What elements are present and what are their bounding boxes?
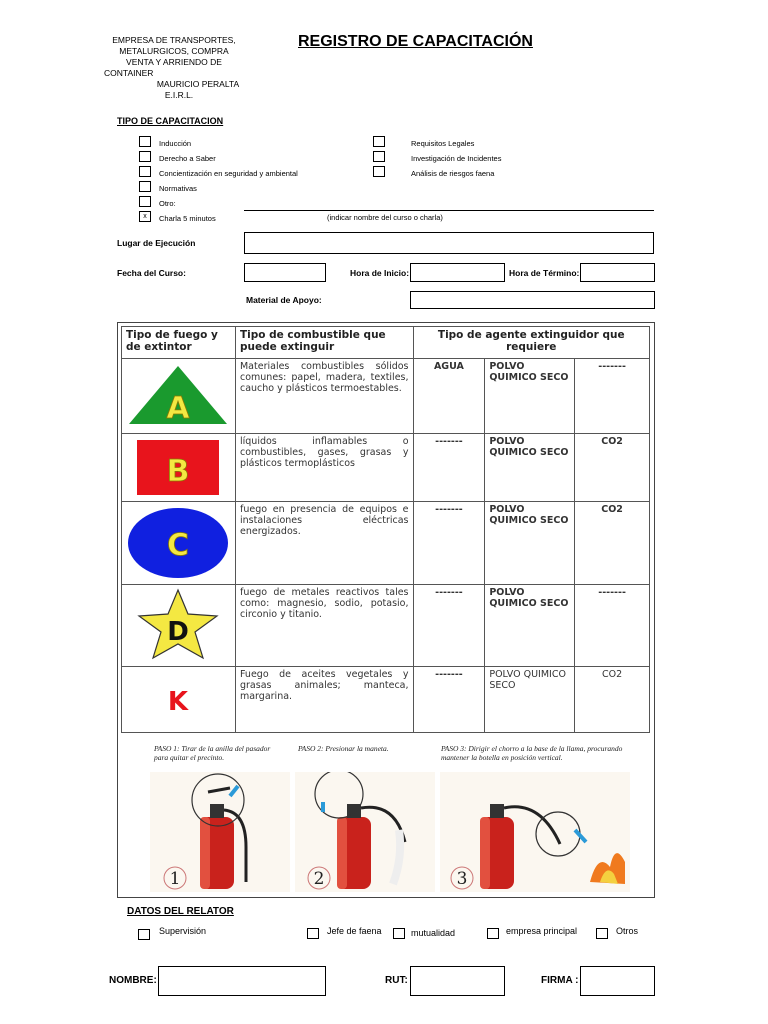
option-label: Concientización en seguridad y ambiental bbox=[159, 169, 298, 178]
extinguisher-step-1-illustration bbox=[150, 772, 290, 892]
option-label: Análisis de riesgos faena bbox=[411, 169, 495, 178]
checkbox[interactable] bbox=[487, 928, 499, 939]
fire-class-letter: A bbox=[166, 390, 191, 426]
material-label: Material de Apoyo: bbox=[246, 295, 322, 305]
co2-cell: ------- bbox=[575, 359, 650, 434]
table-row bbox=[122, 667, 650, 733]
co2-cell: ------- bbox=[575, 585, 650, 667]
fecha-field[interactable] bbox=[244, 263, 326, 282]
lugar-label: Lugar de Ejecución bbox=[117, 238, 196, 248]
fuel-cell: Materiales combustibles sólidos comunes: papel, madera, textiles, caucho y plásticos termoestables. bbox=[235, 359, 413, 434]
polvo-cell: POLVO QUIMICO SECO bbox=[485, 585, 575, 667]
table-row bbox=[122, 359, 650, 434]
option-label: mutualidad bbox=[411, 928, 456, 938]
option-label: Charla 5 minutos bbox=[159, 214, 216, 223]
checkbox[interactable] bbox=[373, 151, 385, 162]
extinguisher-step-3-illustration bbox=[440, 772, 630, 892]
course-name-hint: (indicar nombre del curso o charla) bbox=[327, 213, 443, 222]
agua-cell: ------- bbox=[413, 667, 485, 733]
option-label: Investigación de Incidentes bbox=[411, 154, 502, 163]
checkbox[interactable] bbox=[373, 166, 385, 177]
option-label: Otros bbox=[616, 926, 639, 936]
checkbox[interactable] bbox=[139, 136, 151, 147]
table-row bbox=[122, 585, 650, 667]
co2-cell: CO2 bbox=[575, 667, 650, 733]
checkbox[interactable] bbox=[373, 136, 385, 147]
hora-inicio-field[interactable] bbox=[410, 263, 505, 282]
fire-class-b-symbol bbox=[122, 434, 236, 502]
nombre-field[interactable] bbox=[158, 966, 326, 996]
step-1-caption: PASO 1: Tirar de la anilla del pasador para quitar el precinto. bbox=[154, 744, 271, 762]
nombre-label: NOMBRE: bbox=[109, 975, 157, 986]
rut-field[interactable] bbox=[410, 966, 505, 996]
checkbox[interactable] bbox=[139, 196, 151, 207]
step-number: 1 bbox=[169, 869, 181, 889]
option-label: Supervisión bbox=[159, 926, 207, 936]
extinguisher-usage-steps bbox=[150, 742, 630, 892]
course-name-line[interactable] bbox=[244, 210, 654, 211]
table-header-row bbox=[122, 327, 650, 359]
step-number: 3 bbox=[456, 869, 468, 889]
section-heading-relator: DATOS DEL RELATOR bbox=[127, 906, 234, 917]
option-label: Derecho a Saber bbox=[159, 154, 216, 163]
table-row bbox=[122, 434, 650, 502]
hora-termino-field[interactable] bbox=[580, 263, 655, 282]
fire-class-letter: C bbox=[167, 527, 190, 563]
agua-cell: ------- bbox=[413, 434, 485, 502]
step-number: 2 bbox=[313, 869, 325, 889]
polvo-cell: POLVO QUIMICO SECO bbox=[485, 434, 575, 502]
company-line: METALURGICOS, COMPRA bbox=[119, 46, 229, 56]
yellow-star-icon bbox=[123, 586, 233, 662]
fire-class-letter: K bbox=[168, 687, 189, 717]
polvo-cell: POLVO QUIMICO SECO bbox=[485, 502, 575, 585]
company-line: VENTA Y ARRIENDO DE bbox=[126, 57, 222, 67]
fire-class-k-icon bbox=[123, 668, 233, 728]
lugar-field[interactable] bbox=[244, 232, 654, 254]
page-title: REGISTRO DE CAPACITACIÓN bbox=[298, 33, 533, 50]
fuel-cell: fuego en presencia de equipos e instalaciones eléctricas energizados. bbox=[235, 502, 413, 585]
agua-cell: AGUA bbox=[413, 359, 485, 434]
fuel-cell: Fuego de aceites vegetales y grasas animales; manteca, margarina. bbox=[235, 667, 413, 733]
hora-termino-label: Hora de Término: bbox=[509, 268, 580, 278]
material-field[interactable] bbox=[410, 291, 655, 309]
option-label: Requisitos Legales bbox=[411, 139, 475, 148]
co2-cell: CO2 bbox=[575, 434, 650, 502]
company-line: EMPRESA DE TRANSPORTES, bbox=[112, 35, 236, 45]
red-square-icon bbox=[123, 434, 233, 498]
hora-inicio-label: Hora de Inicio: bbox=[350, 268, 410, 278]
header-fire-type: Tipo de fuego y de extintor bbox=[122, 327, 236, 359]
company-line: CONTAINER bbox=[104, 68, 154, 78]
agua-cell: ------- bbox=[413, 502, 485, 585]
fire-class-d-symbol bbox=[122, 585, 236, 667]
checkbox[interactable] bbox=[307, 928, 319, 939]
option-label: Jefe de faena bbox=[327, 926, 382, 936]
checkbox-checked[interactable]: x bbox=[139, 211, 151, 222]
extinguisher-table bbox=[121, 326, 650, 733]
co2-cell: CO2 bbox=[575, 502, 650, 585]
section-heading-training-type: TIPO DE CAPACITACION bbox=[117, 116, 224, 126]
fire-class-letter: B bbox=[167, 454, 190, 489]
company-name bbox=[104, 35, 244, 101]
checkbox[interactable] bbox=[139, 181, 151, 192]
option-label: Normativas bbox=[159, 184, 197, 193]
option-label: empresa principal bbox=[506, 926, 578, 936]
extinguisher-step-2-illustration bbox=[295, 772, 435, 892]
green-triangle-icon bbox=[123, 360, 233, 430]
checkbox[interactable] bbox=[139, 166, 151, 177]
agua-cell: ------- bbox=[413, 585, 485, 667]
table-row bbox=[122, 502, 650, 585]
fire-class-letter: D bbox=[167, 617, 190, 647]
blue-circle-icon bbox=[123, 503, 233, 581]
company-line: E.I.R.L. bbox=[164, 90, 194, 100]
checkbox[interactable] bbox=[596, 928, 608, 939]
rut-label: RUT: bbox=[385, 975, 408, 986]
option-label: Inducción bbox=[159, 139, 192, 148]
step-3-caption: PASO 3: Dirigir el chorro a la base de la llama, procurando mantener la botella en posición vertical. bbox=[441, 744, 623, 762]
fuel-cell: fuego de metales reactivos tales como: magnesio, sodio, potasio, circonio y titanio. bbox=[235, 585, 413, 667]
fire-class-a-symbol bbox=[122, 359, 236, 434]
firma-field[interactable] bbox=[580, 966, 655, 996]
company-line: MAURICIO PERALTA bbox=[156, 79, 240, 89]
step-2-caption: PASO 2: Presionar la maneta. bbox=[298, 744, 389, 753]
checkbox[interactable] bbox=[393, 928, 405, 939]
fecha-label: Fecha del Curso: bbox=[117, 268, 186, 278]
fuel-cell: líquidos inflamables o combustibles, gases, grasas y plásticos termoplásticos bbox=[235, 434, 413, 502]
fire-class-k-symbol bbox=[122, 667, 236, 733]
header-agent-type: Tipo de agente extinguidor que requiere bbox=[413, 327, 649, 359]
header-fuel-type: Tipo de combustible que puede extinguir bbox=[235, 327, 413, 359]
option-label: Otro: bbox=[159, 199, 176, 208]
polvo-cell: POLVO QUIMICO SECO bbox=[485, 359, 575, 434]
fire-class-c-symbol bbox=[122, 502, 236, 585]
checkbox[interactable] bbox=[139, 151, 151, 162]
firma-label: FIRMA : bbox=[541, 975, 579, 986]
checkbox[interactable] bbox=[138, 929, 150, 940]
polvo-cell: POLVO QUIMICO SECO bbox=[485, 667, 575, 733]
